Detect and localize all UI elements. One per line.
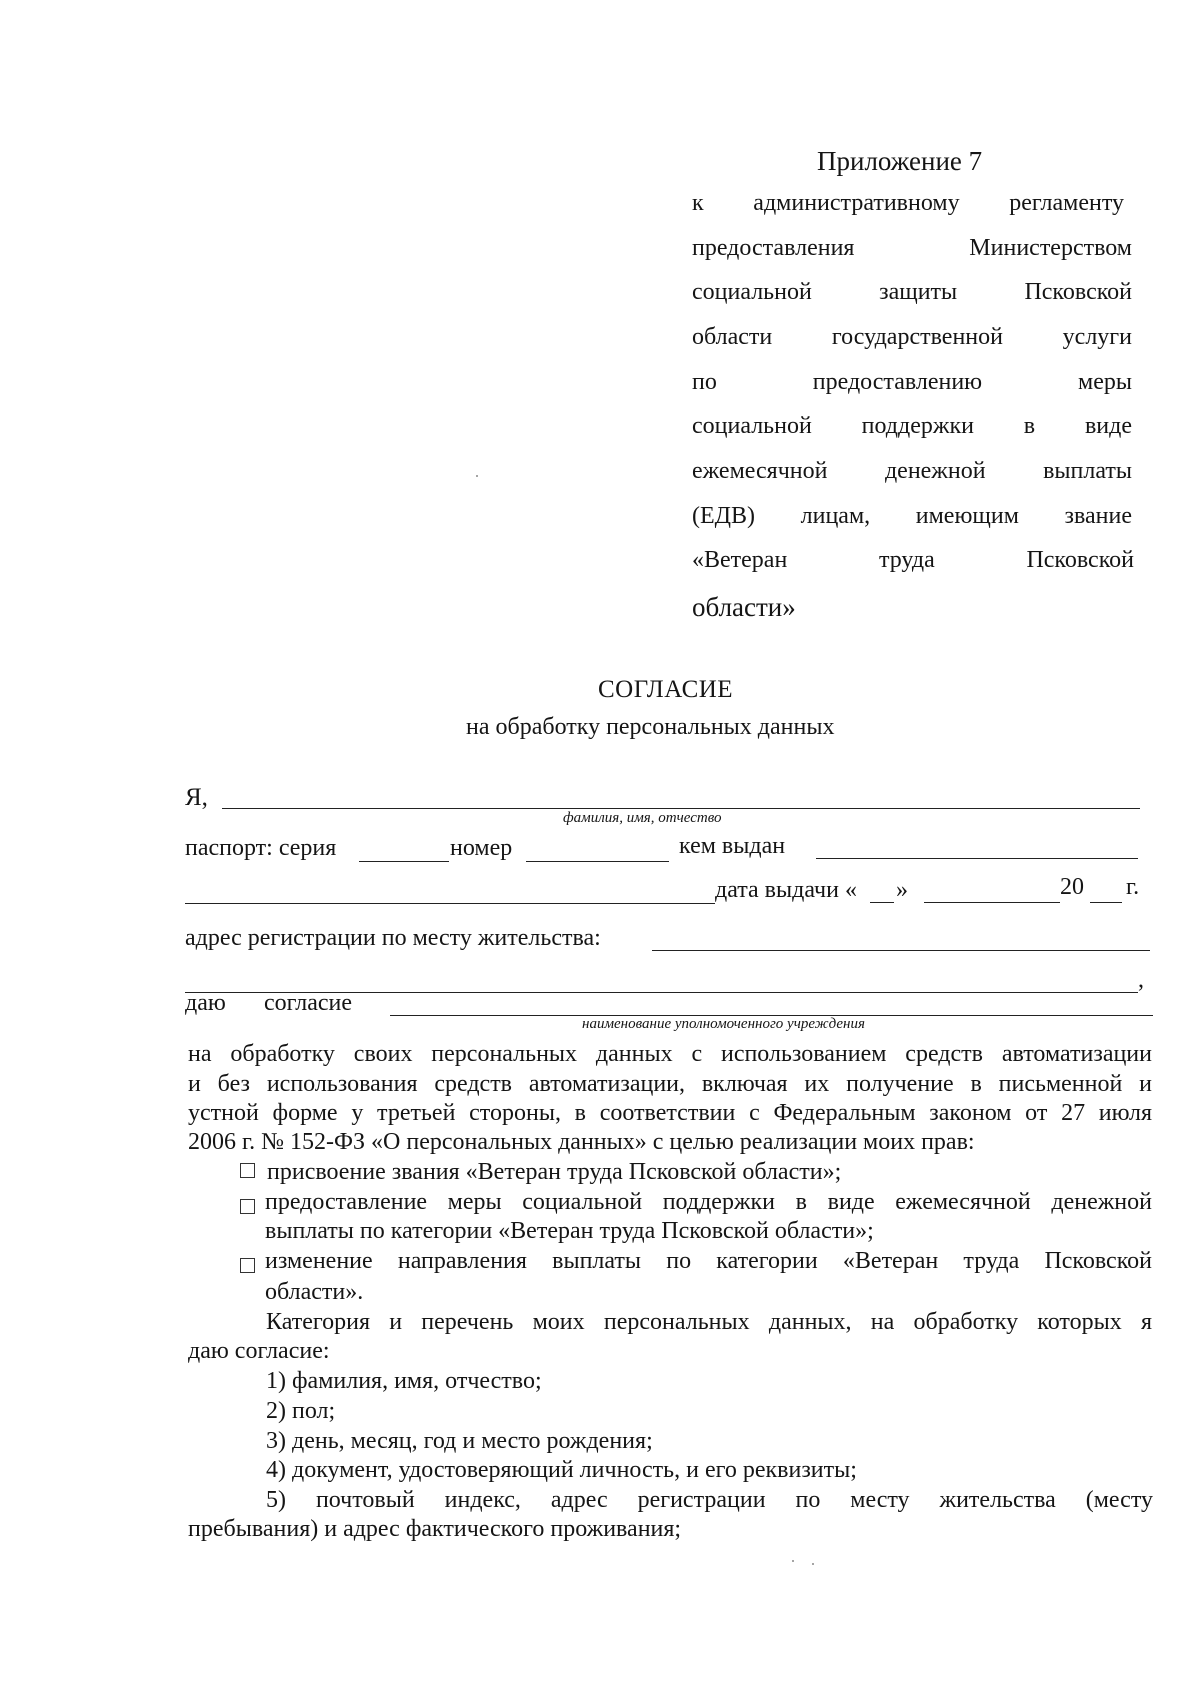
issue-date-label: дата выдачи « bbox=[715, 877, 857, 903]
passport-label: паспорт: серия bbox=[185, 835, 337, 861]
consent-title: СОГЛАСИЕ bbox=[598, 676, 734, 703]
paragraph-line: и без использования средств автоматизации, включая их получение в письменной и bbox=[188, 1071, 1152, 1097]
option-text: изменение направления выплаты по категории «Ветеран труда Псковской bbox=[265, 1248, 1152, 1274]
checkbox[interactable] bbox=[240, 1199, 255, 1214]
appendix-line: области» bbox=[692, 592, 796, 622]
category-line: даю согласие: bbox=[188, 1338, 330, 1364]
checkbox[interactable] bbox=[240, 1163, 255, 1178]
paragraph-line: 2006 г. № 152-ФЗ «О персональных данных» с целью реализации моих прав: bbox=[188, 1129, 975, 1155]
data-item: 3) день, месяц, год и место рождения; bbox=[266, 1428, 653, 1454]
data-item: 5) почтовый индекс, адрес регистрации по месту жительства (месту bbox=[266, 1487, 1153, 1513]
appendix-line: области государственной услуги bbox=[692, 324, 1132, 350]
option-title-assignment bbox=[240, 1159, 841, 1186]
appendix-line: «Ветеран труда Псковской bbox=[692, 547, 1134, 573]
appendix-title: Приложение 7 bbox=[817, 146, 983, 176]
address-comma: , bbox=[1138, 967, 1144, 993]
fio-field[interactable] bbox=[222, 808, 1140, 809]
option-text: выплаты по категории «Ветеран труда Псковской области»; bbox=[265, 1218, 874, 1244]
appendix-line: по предоставлению меры bbox=[692, 369, 1132, 395]
issue-month-field[interactable] bbox=[924, 902, 1060, 903]
appendix-line: ежемесячной денежной выплаты bbox=[692, 458, 1132, 484]
data-item: 2) пол; bbox=[266, 1398, 336, 1424]
year-suffix: г. bbox=[1126, 874, 1140, 900]
issued-by-field-continued[interactable] bbox=[185, 903, 715, 904]
option-text: предоставление меры социальной поддержки в виде ежемесячной денежной bbox=[265, 1189, 1152, 1215]
fio-caption: фамилия, имя, отчество bbox=[563, 810, 722, 826]
paragraph-line: устной форме у третьей стороны, в соответствии с Федеральным законом от 27 июля bbox=[188, 1100, 1152, 1126]
quote-close: » bbox=[896, 877, 908, 903]
scan-speck bbox=[792, 1560, 794, 1562]
issue-day-field[interactable] bbox=[870, 902, 894, 903]
data-item-continued: пребывания) и адрес фактического проживания; bbox=[188, 1516, 682, 1542]
consent-label: согласие bbox=[264, 990, 353, 1016]
number-label: номер bbox=[450, 835, 513, 861]
passport-series-field[interactable] bbox=[359, 861, 449, 862]
i-label: Я, bbox=[185, 784, 208, 811]
issue-year-field[interactable] bbox=[1090, 902, 1122, 903]
appendix-line: к административному регламенту bbox=[692, 190, 1124, 216]
appendix-line: предоставления Министерством bbox=[692, 235, 1132, 261]
give-label: даю bbox=[185, 990, 226, 1016]
address-label: адрес регистрации по месту жительства: bbox=[185, 925, 601, 951]
institution-caption: наименование уполномоченного учреждения bbox=[582, 1016, 865, 1032]
option-text: присвоение звания «Ветеран труда Псковской области»; bbox=[267, 1159, 842, 1185]
passport-number-field[interactable] bbox=[526, 861, 669, 862]
appendix-line: (ЕДВ) лицам, имеющим звание bbox=[692, 503, 1132, 529]
data-item: 4) документ, удостоверяющий личность, и его реквизиты; bbox=[266, 1457, 857, 1483]
data-item: 1) фамилия, имя, отчество; bbox=[266, 1368, 542, 1394]
scan-speck bbox=[476, 475, 478, 477]
consent-subtitle: на обработку персональных данных bbox=[466, 714, 835, 740]
checkbox[interactable] bbox=[240, 1258, 255, 1273]
appendix-line: социальной защиты Псковской bbox=[692, 279, 1132, 305]
year-prefix: 20 bbox=[1060, 874, 1084, 900]
issued-by-label: кем выдан bbox=[679, 833, 786, 859]
scan-speck bbox=[812, 1563, 814, 1565]
paragraph-line: на обработку своих персональных данных с использованием средств автоматизации bbox=[188, 1041, 1152, 1067]
option-text: области». bbox=[265, 1279, 364, 1305]
issued-by-field[interactable] bbox=[816, 858, 1138, 859]
category-line: Категория и перечень моих персональных данных, на обработку которых я bbox=[266, 1309, 1152, 1335]
address-field[interactable] bbox=[652, 950, 1150, 951]
appendix-line: социальной поддержки в виде bbox=[692, 413, 1132, 439]
